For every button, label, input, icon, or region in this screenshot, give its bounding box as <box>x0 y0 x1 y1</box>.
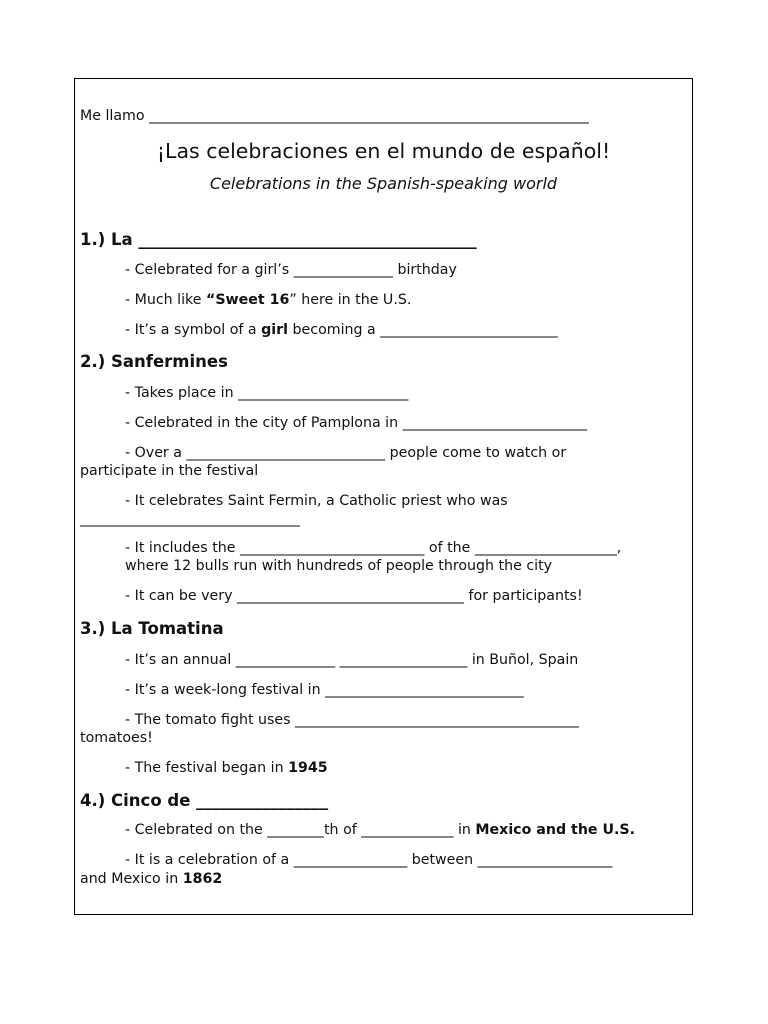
s3-bullet-3-cont: tomatoes! <box>80 730 153 746</box>
s2-bullet-1: - Takes place in ________________________ <box>125 385 409 401</box>
name-line[interactable]: Me llamo ______________________________________________________________ <box>80 108 589 124</box>
s1-bullet-1: - Celebrated for a girl’s ______________ birthday <box>125 262 457 278</box>
worksheet-title: ¡Las celebraciones en el mundo de español! <box>156 139 611 163</box>
s2-bullet-4: - It celebrates Saint Fermin, a Catholic priest who was <box>125 493 508 509</box>
s2-bullet-3-cont: participate in the festival <box>80 463 259 479</box>
worksheet <box>74 78 693 915</box>
s3-bullet-1: - It’s an annual ______________ __________________ in Buñol, Spain <box>125 652 579 668</box>
section-4-heading: 4.) Cinco de ________________ <box>80 791 329 810</box>
s1-bullet-3: - It’s a symbol of a girl becoming a _________________________ <box>125 322 558 338</box>
s4-bullet-2: - It is a celebration of a ________________ between ___________________ <box>125 852 613 868</box>
s2-bullet-2: - Celebrated in the city of Pamplona in __________________________ <box>125 415 588 431</box>
s3-bullet-4: - The festival began in 1945 <box>125 760 328 776</box>
s3-bullet-3: - The tomato fight uses ________________________________________ <box>125 712 579 728</box>
s2-bullet-5: - It includes the __________________________ of the ____________________, <box>125 540 622 556</box>
s4-bullet-1: - Celebrated on the ________th of _____________ in Mexico and the U.S. <box>125 822 636 838</box>
section-3-heading: 3.) La Tomatina <box>80 619 224 638</box>
s3-bullet-2: - It’s a week-long festival in ____________________________ <box>125 682 524 698</box>
s2-bullet-3: - Over a ____________________________ people come to watch or <box>125 445 567 461</box>
s2-bullet-5-cont: where 12 bulls run with hundreds of people through the city <box>125 558 553 574</box>
worksheet-subtitle: Celebrations in the Spanish-speaking world <box>209 174 558 193</box>
s1-bullet-2: - Much like “Sweet 16” here in the U.S. <box>125 292 412 308</box>
s2-bullet-4-cont: _______________________________ <box>80 511 300 527</box>
section-1-heading: 1.) La _________________________________________ <box>80 230 477 249</box>
s4-bullet-2-cont: and Mexico in 1862 <box>80 871 223 887</box>
s2-bullet-6: - It can be very ________________________________ for participants! <box>125 588 583 604</box>
section-2-heading: 2.) Sanfermines <box>80 352 228 371</box>
